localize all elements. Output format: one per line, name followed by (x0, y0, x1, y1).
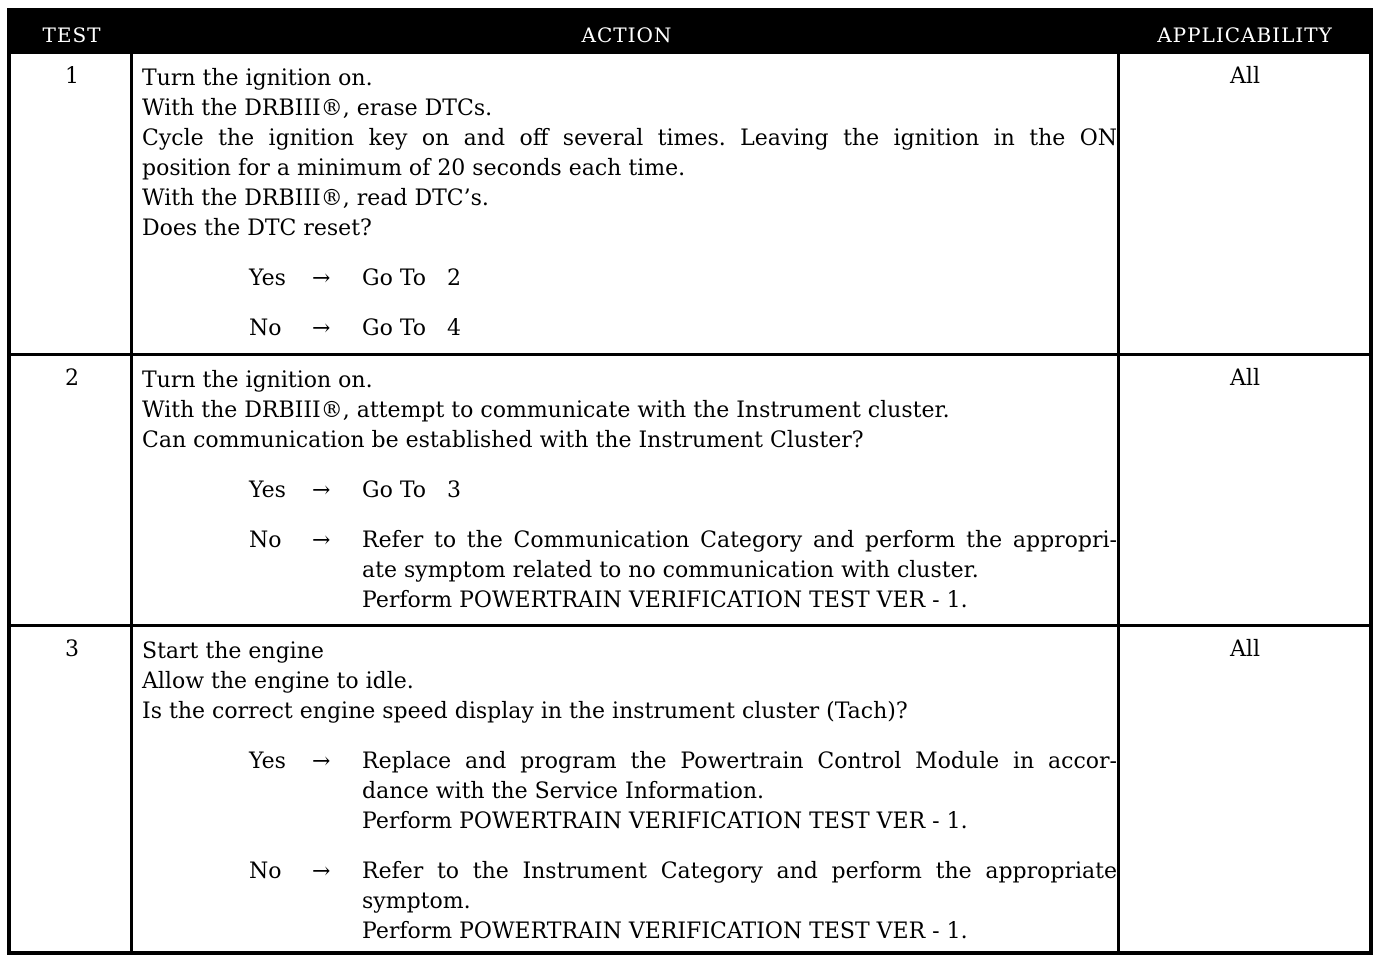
option-label: No (249, 528, 282, 553)
table-row (11, 627, 1369, 951)
option-text: Perform POWERTRAIN VERIFICATION TEST VER - 1. (362, 919, 968, 944)
option-yes (142, 476, 1117, 506)
action-line: Does the DTC reset? (142, 216, 372, 241)
arrow-icon: → (312, 478, 331, 503)
option-label: Yes (249, 266, 286, 291)
header-applicability: APPLICABILITY (1157, 23, 1333, 47)
option-text: dance with the Service Information. (362, 779, 765, 804)
action-line: With the DRBIII®, read DTC’s. (142, 186, 489, 211)
action-line: Turn the ignition on. (142, 368, 373, 393)
option-text: Refer to the Instrument Category and perform the appropriate (362, 859, 1117, 884)
arrow-icon: → (312, 528, 331, 553)
option-label: Yes (249, 478, 286, 503)
applicability-cell: All (1230, 64, 1260, 89)
action-line: Is the correct engine speed display in the instrument cluster (Tach)? (142, 699, 908, 724)
option-text: Go To 3 (362, 478, 461, 503)
option-no (142, 857, 1117, 947)
table-row (11, 356, 1369, 624)
option-text: Refer to the Communication Category and perform the appropri- (362, 528, 1117, 553)
option-yes (142, 747, 1117, 837)
option-text: symptom. (362, 889, 471, 914)
option-yes (142, 264, 1117, 294)
action-line: Allow the engine to idle. (142, 669, 414, 694)
table-header (11, 12, 1369, 54)
action-cell (142, 366, 1117, 616)
arrow-icon: → (312, 749, 331, 774)
option-label: No (249, 316, 282, 341)
test-number: 2 (65, 366, 79, 391)
header-action: ACTION (581, 23, 673, 47)
action-cell (142, 64, 1117, 344)
option-text: Go To 4 (362, 316, 461, 341)
option-text: Go To 2 (362, 266, 461, 291)
action-line: With the DRBIII®, attempt to communicate with the Instrument cluster. (142, 398, 950, 423)
option-text: ate symptom related to no communication with cluster. (362, 558, 979, 583)
test-number: 3 (65, 637, 79, 662)
table-row (11, 54, 1369, 354)
option-text: Perform POWERTRAIN VERIFICATION TEST VER - 1. (362, 809, 968, 834)
option-text: Replace and program the Powertrain Control Module in accor- (362, 749, 1117, 774)
applicability-cell: All (1230, 366, 1260, 391)
action-cell (142, 637, 1117, 947)
option-no (142, 526, 1117, 616)
test-number: 1 (65, 64, 79, 89)
option-no (142, 314, 1117, 344)
applicability-cell: All (1230, 637, 1260, 662)
header-test: TEST (42, 23, 102, 47)
action-line: position for a minimum of 20 seconds each time. (142, 156, 686, 181)
arrow-icon: → (312, 316, 331, 341)
action-line: Start the engine (142, 639, 324, 664)
action-line: With the DRBIII®, erase DTCs. (142, 96, 493, 121)
action-line: Turn the ignition on. (142, 66, 373, 91)
arrow-icon: → (312, 859, 331, 884)
action-line: Can communication be established with the Instrument Cluster? (142, 428, 864, 453)
arrow-icon: → (312, 266, 331, 291)
action-line: Cycle the ignition key on and off several times. Leaving the ignition in the ON (142, 126, 1117, 151)
diagnostic-table (7, 8, 1373, 955)
option-label: Yes (249, 749, 286, 774)
option-label: No (249, 859, 282, 884)
option-text: Perform POWERTRAIN VERIFICATION TEST VER - 1. (362, 588, 968, 613)
